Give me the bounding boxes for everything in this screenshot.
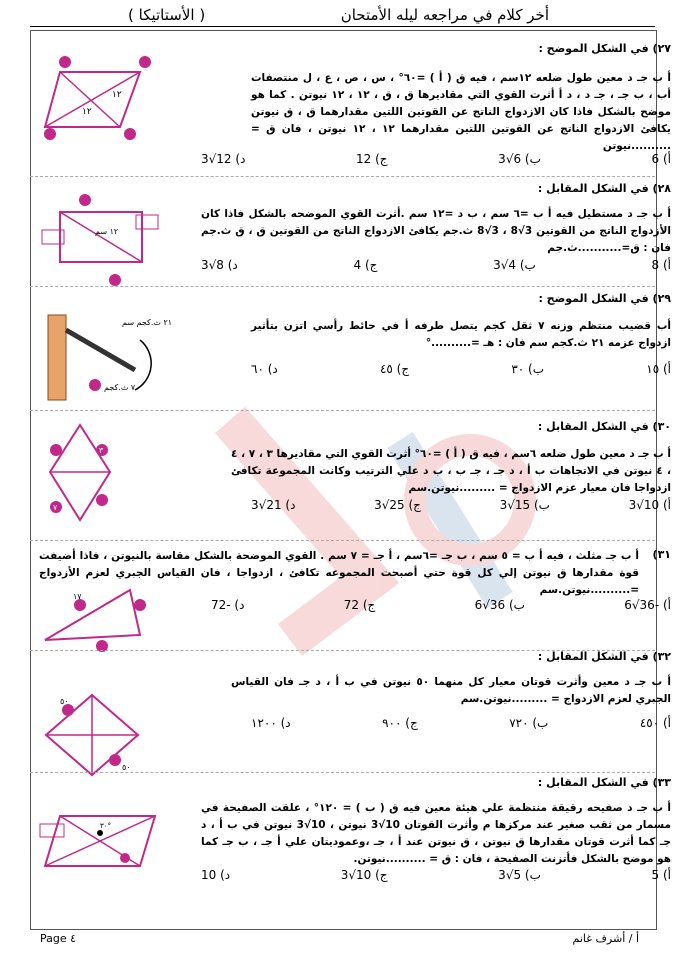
question-33-text: أ ب جـ د صفيحه رقيقة منتظمة علي هيئة معين فيه ق ( ب ) = ١٢٠° ، علقت الصفيحة في مسمار من ثقب صغير عند مركزها م وأثرت القوتان 10√3 نيوتن ، 10√3 نيوتن في ب أ ، د جـ كما أثرت قوتان مقدارها ق نيوتن ، ق نيوتن عند أ ، جـ ،وعموديتان علي أ جـ ، ب جـ كما هو موضح بالشكل فأتزنت الصفيحة ، فان : ق = ..........نيوتن. xyxy=(201,802,671,865)
question-31-options xyxy=(211,598,671,612)
question-29-options xyxy=(251,362,671,376)
question-27-number: ٢٧) في الشكل الموضح : xyxy=(538,42,671,55)
option-c[interactable]: ج) 72 xyxy=(343,598,376,612)
option-a[interactable]: أ) ٤٥٠ xyxy=(639,716,671,730)
option-c[interactable]: ج) 25√3 xyxy=(374,498,421,512)
option-c[interactable]: ج) ٩٠٠ xyxy=(382,716,418,730)
option-a[interactable]: أ) 5 xyxy=(651,868,671,882)
page-header xyxy=(0,4,679,26)
option-d[interactable]: د) 12√3 xyxy=(201,152,246,166)
question-32-options xyxy=(251,716,671,730)
option-d[interactable]: د) 8√3 xyxy=(201,258,238,272)
option-a[interactable]: أ) ١٥ xyxy=(646,362,671,376)
question-32-number: ٣٢) في الشكل المقابل : xyxy=(537,650,671,663)
option-d[interactable]: د) ١٢٠٠ xyxy=(251,716,291,730)
question-27-options xyxy=(201,152,671,166)
question-30-number: ٣٠) في الشكل المقابل : xyxy=(537,420,671,433)
figure-32-label-50a: ٥٠ xyxy=(60,697,69,706)
divider xyxy=(30,286,655,287)
figure-27-rhombus xyxy=(40,42,160,142)
question-32-text: أ ب جـ د معين وأثرت قوتان معيار كل منهما ٥٠ نيوتن في ب أ ، د جـ فان القياس الجبري لعزم الازدواج = .........نيوتن.سم xyxy=(231,676,671,705)
figure-31-label-17: ١٧ xyxy=(73,592,82,601)
option-d[interactable]: د) -72 xyxy=(211,598,245,612)
question-30-options xyxy=(251,498,671,512)
option-d[interactable]: د) 21√3 xyxy=(251,498,296,512)
divider xyxy=(30,410,655,411)
header-subtitle: ( الأستاتيكا ) xyxy=(128,6,206,24)
option-a[interactable]: أ) -36√6 xyxy=(624,598,671,612)
figure-30-label-7: ٧ xyxy=(53,503,58,512)
question-33-options xyxy=(201,868,671,882)
figure-30-label-3: ٣ xyxy=(99,446,104,455)
figure-33-rhombus-plate xyxy=(40,808,165,873)
option-d[interactable]: د) 10 xyxy=(201,868,231,882)
option-b[interactable]: ب) 15√3 xyxy=(499,498,550,512)
question-29-text: أب قضيب منتظم وزنه ٧ ثقل كجم يتصل طرفه أ في حائط رأسي اتزن بتأثير ازدواج عزمه ٢١ ث.كجم سم فان : هـ =..........° xyxy=(251,320,671,349)
figure-29-rod-wall xyxy=(40,300,173,405)
option-a[interactable]: أ) 10√3 xyxy=(628,498,671,512)
figure-29-label-weight: ٧ ث.كجم xyxy=(104,383,136,392)
question-27-text: أ ب جـ د معين طول ضلعه ١٢سم ، فيه ق ( أ ) =٦٠° ، س ، ص ، ع ، ل منتصفات أب ، ب جـ ، جـ د ، د أ أثرت القوي التي مقاديرها ق ، ق ، ١٢ ، ١٢ نيوتن . كما هو موضح بالشكل فاذا كان الازدواج الناتج عن القوتين اللتين مقدارهما ق ، ق نيوتن يكافئ الازدواج الناتج عن القوتين اللتين مقدارهما ١٢ ، ١٢ نيوتن ، فان ق = ..........نيوتن xyxy=(251,72,671,152)
figure-27-label-12b: ١٢ xyxy=(82,107,92,117)
figure-29-label-couple: ٢١ ث.كجم سم xyxy=(122,318,173,327)
option-c[interactable]: ج) 12 xyxy=(356,152,388,166)
divider xyxy=(30,176,655,177)
question-33-number: ٣٣) في الشكل المقابل : xyxy=(537,776,671,789)
option-c[interactable]: ج) ٤٥ xyxy=(379,362,410,376)
option-b[interactable]: ب) 5√3 xyxy=(498,868,541,882)
option-b[interactable]: ب) ٣٠ xyxy=(511,362,545,376)
figure-32-rhombus xyxy=(40,690,145,780)
question-31-number: ٣١) xyxy=(652,548,671,561)
question-28-options xyxy=(201,258,671,272)
question-29-number: ٢٩) في الشكل الموضح : xyxy=(538,292,671,305)
option-d[interactable]: د) ٦٠ xyxy=(251,362,278,376)
question-28-number: ٢٨) في الشكل المقابل : xyxy=(537,182,671,195)
figure-33-label-angle: ٣٠° xyxy=(100,822,112,830)
header-title: أخر كلام في مراجعه ليله الأمتحان xyxy=(340,6,549,24)
page-number: Page ٤ xyxy=(40,932,77,945)
figure-28-rectangle xyxy=(40,190,160,290)
option-b[interactable]: ب) 4√3 xyxy=(493,258,536,272)
figure-31-triangle xyxy=(40,580,150,650)
author-credit: أ / أشرف غانم xyxy=(572,932,639,945)
option-a[interactable]: أ) 8 xyxy=(651,258,671,272)
question-28-text: أ ب جـ د مستطيل فيه أ ب =٦ سم ، ب د =١٢ سم .أثرت القوي الموضحه بالشكل فاذا كان الأزدواج الناتج من القوتين 3√8 ، 3√8 ث.جم يكافئ الازدواج الناتج من القوتين ق ، ق ث.جم فان : ق=...........ث.جم xyxy=(201,208,671,254)
figure-30-rhombus xyxy=(40,415,140,530)
question-31-text: أ ب جـ مثلث ، فيه أ ب = ٥ سم ، ب جـ =٦سم ، أ جـ = ٧ سم . القوي الموضحة بالشكل مقاسة بالنيوتن ، فاذا أضيفت قوة مقدارها ق نيوتن إلي كل قوة حتي أصبحت المجموعه تكافئ ، ازدواجا ، فان القياس الجبري لعزم الأزدواج =..........نيوتن.سم xyxy=(39,550,639,596)
question-30-text: أ ب جـ د معين طول ضلعه ٦سم ، فيه ق ( أ ) =٦٠° أثرت القوي التي مقاديرها ٣ ، ٧ ، ٤ ، ٤ نيوتن في الاتجاهات ب أ ، د جـ ، جـ ب ، ب د علي الترتيب وكانت المجموعة تكافئ ازدواجا فان معيار عزم الازدواج = .........نيوتن.سم xyxy=(231,448,671,494)
figure-32-label-50b: ٥٠ xyxy=(122,763,131,772)
figure-28-label-12cm: ١٢ سم xyxy=(95,227,119,236)
option-b[interactable]: ب) ٧٢٠ xyxy=(509,716,549,730)
option-c[interactable]: ج) 10√3 xyxy=(340,868,388,882)
divider xyxy=(30,772,655,773)
page-footer xyxy=(0,932,679,952)
option-b[interactable]: ب) 36√6 xyxy=(474,598,525,612)
header-rule xyxy=(30,26,655,27)
divider xyxy=(30,540,655,541)
option-a[interactable]: أ) 6 xyxy=(651,152,671,166)
option-b[interactable]: ب) 6√3 xyxy=(498,152,541,166)
figure-27-label-12a: ١٢ xyxy=(112,90,122,100)
option-c[interactable]: ج) 4 xyxy=(353,258,378,272)
